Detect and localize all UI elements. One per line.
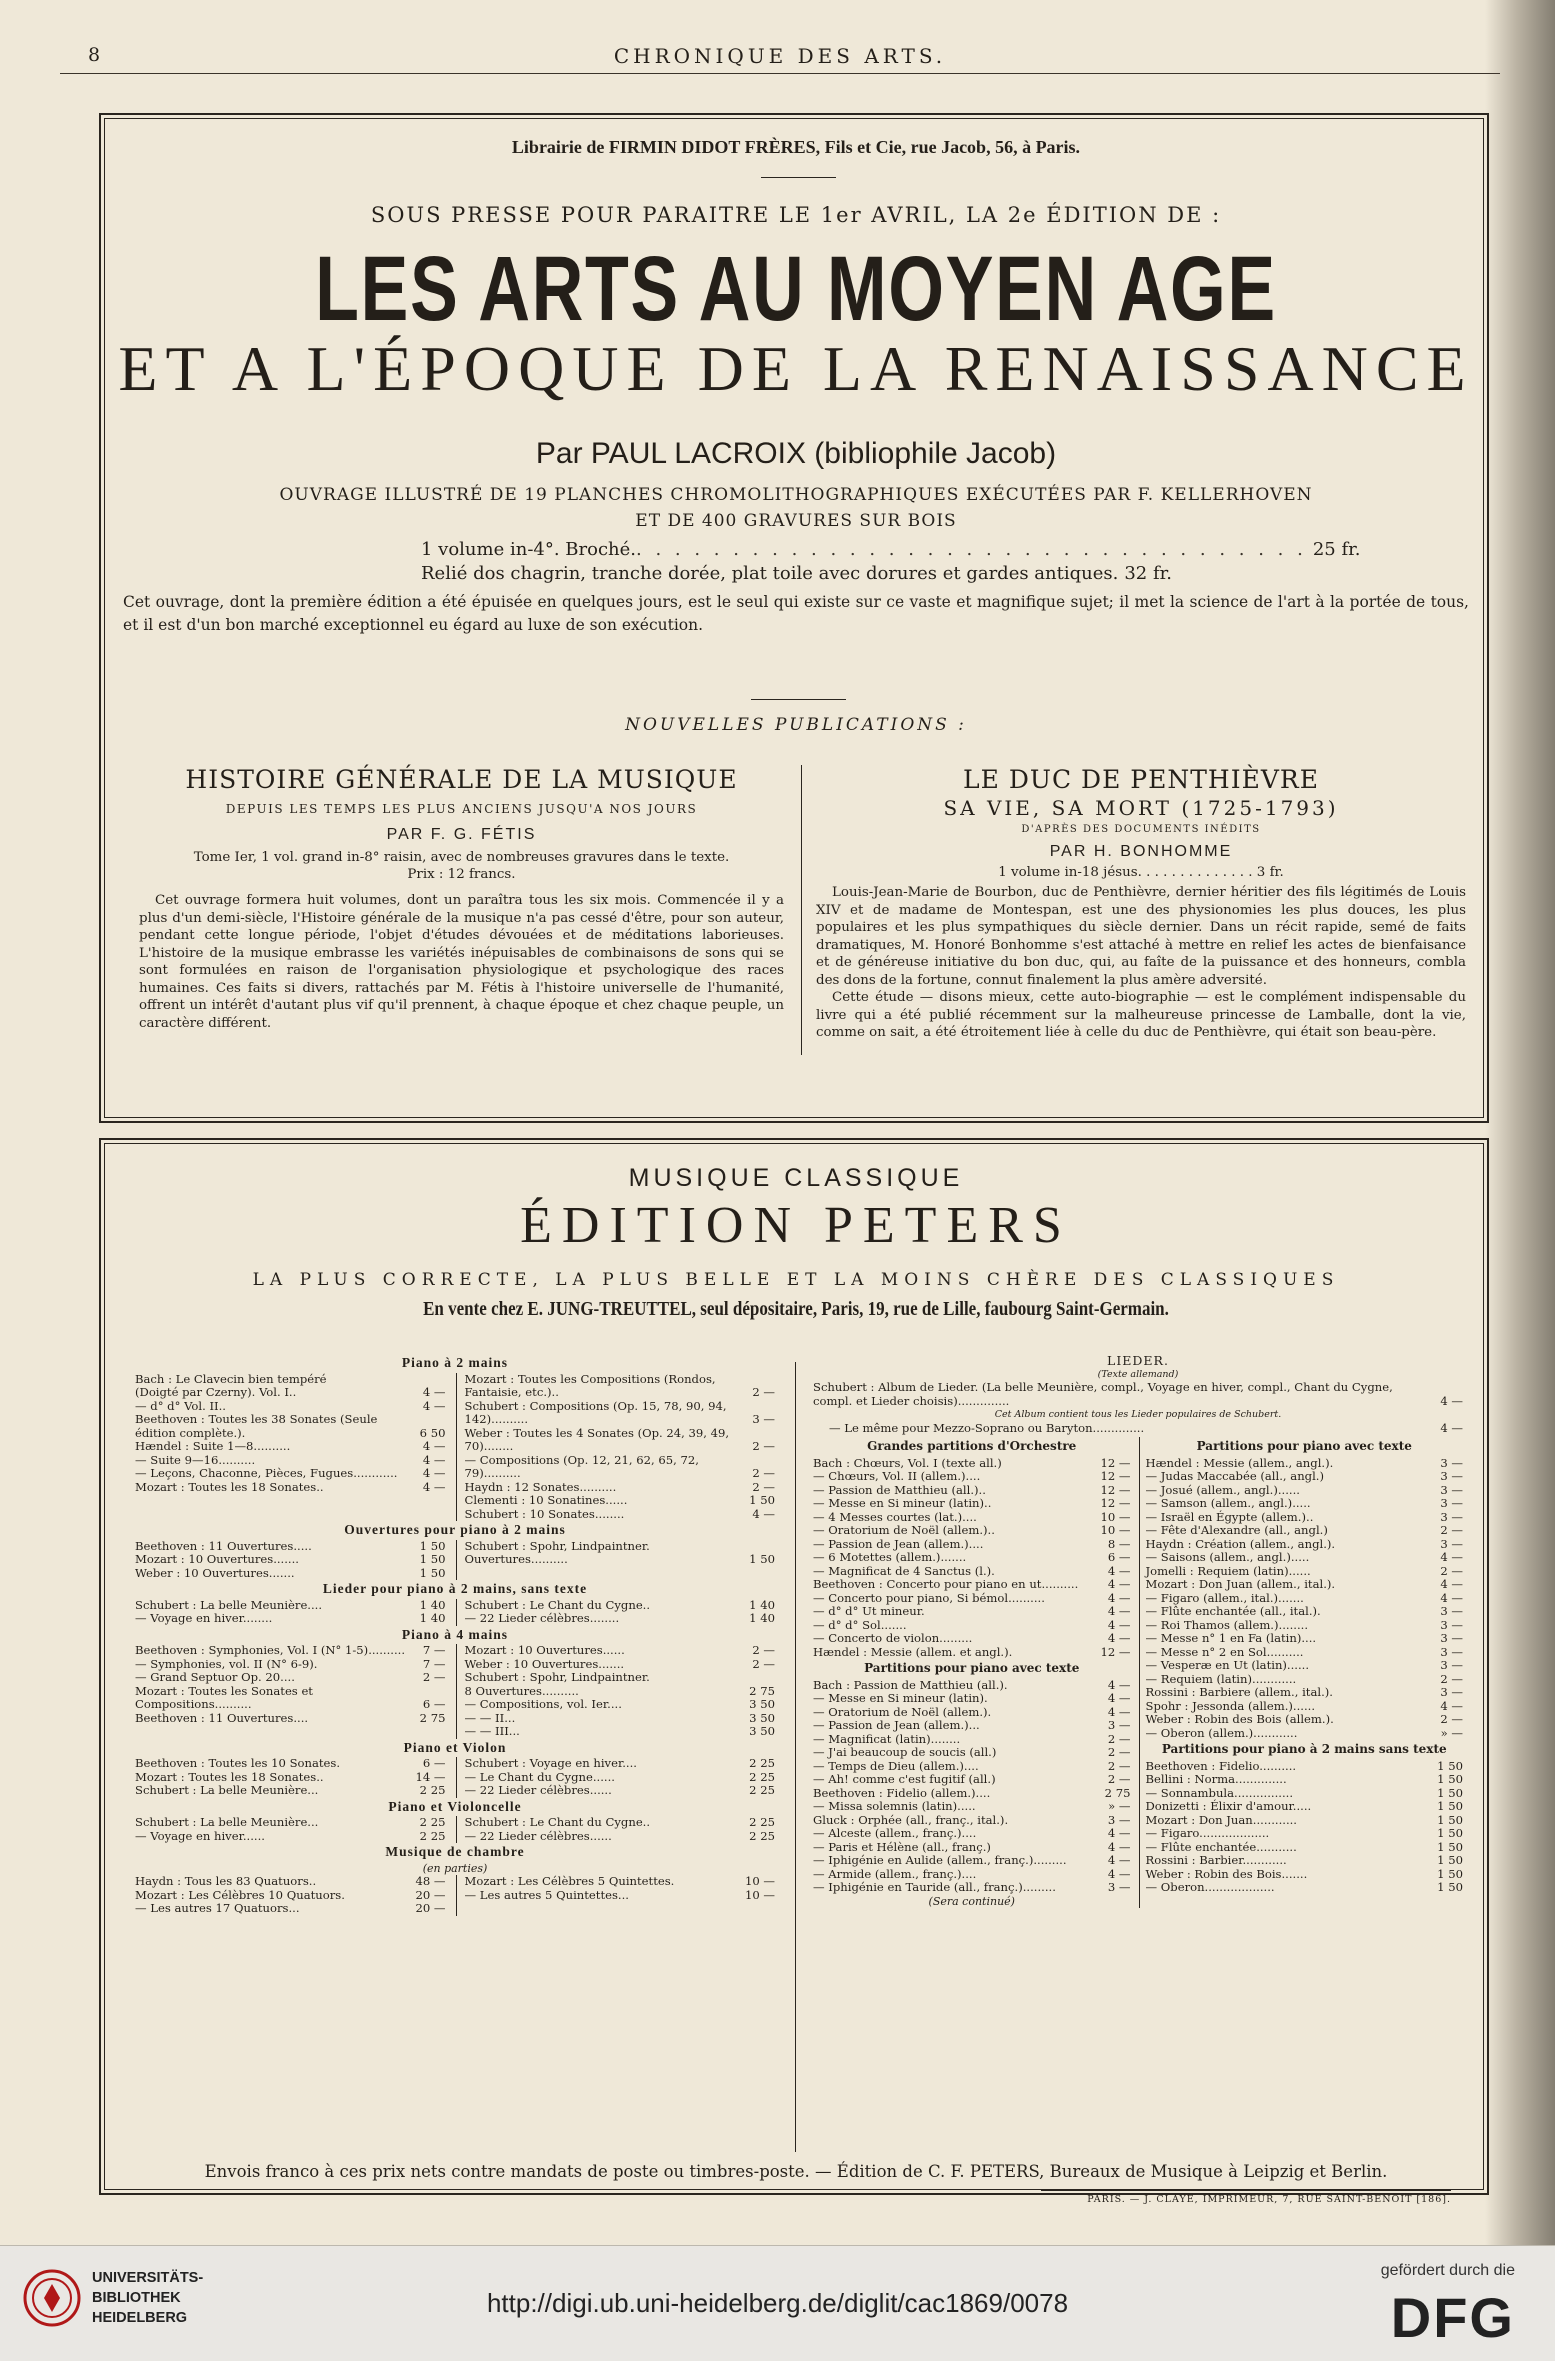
list-item: Weber : 10 Ouvertures....... 1 50	[135, 1565, 446, 1580]
list-item: — — II... 3 50	[464, 1710, 775, 1725]
list-item: — Messe n° 2 en Sol.......... 3 —	[1145, 1644, 1463, 1659]
continued-note: (Sera continué)	[928, 1894, 1015, 1908]
section-title: Piano et Violoncelle	[388, 1798, 522, 1814]
list-item: Schubert : Le Chant du Cygne.. 2 25	[464, 1815, 775, 1829]
envoi-line: Envois franco à ces prix nets contre mandats de poste ou timbres-poste. — Édition de C. F. PETERS, Bureaux de Musique à Leipzig et Berlin.	[204, 2162, 1388, 2181]
advertisement-lacroix	[99, 113, 1489, 1123]
list-item: Donizetti : Élixir d'amour..... 1 50	[1145, 1799, 1463, 1813]
list-item: — 22 Lieder célèbres...... 2 25	[464, 1828, 775, 1843]
section-column	[135, 1816, 446, 1843]
section-column	[135, 1757, 446, 1798]
section-title: Piano et Violon	[403, 1739, 507, 1755]
section-columns	[135, 1816, 775, 1843]
divider	[761, 177, 836, 178]
illustration-line-2: ET DE 400 GRAVURES SUR BOIS	[635, 511, 957, 531]
viewer-footer	[0, 2245, 1555, 2361]
section-title: Grandes partitions d'Orchestre	[867, 1439, 1077, 1453]
list-item: Mozart : Toutes les Compositions (Rondos, Fantaisie, etc.).. 2 —	[464, 1371, 775, 1399]
list-item: Beethoven : Toutes les 38 Sonates (Seule édition complète.). 6 50	[135, 1412, 446, 1440]
section-title: Piano à 2 mains	[401, 1355, 509, 1370]
column-divider	[801, 765, 802, 1055]
list-item: — Symphonies, vol. II (N° 6-9). 7 —	[135, 1656, 446, 1671]
list-item: — Oberon................... 1 50	[1145, 1880, 1463, 1894]
list-item: — 22 Lieder célèbres...... 2 25	[464, 1783, 775, 1797]
author-line: Par PAUL LACROIX (bibliophile Jacob)	[535, 437, 1057, 470]
list-item: — d° d° Vol. II.. 4 —	[135, 1398, 446, 1413]
list-item: — Magnificat de 4 Sanctus (l.). 4 —	[813, 1563, 1131, 1578]
price-value: 32 fr.	[1124, 563, 1172, 584]
list-item: — d° d° Ut mineur. 4 —	[813, 1604, 1131, 1618]
list-item: — Grand Septuor Op. 20.... 2 —	[135, 1670, 446, 1684]
section-column	[135, 1540, 446, 1581]
list-item: Beethoven : Fidelio.......... 1 50	[1145, 1758, 1463, 1773]
penthievre-body-2: Cette étude — disons mieux, cette auto-biographie — est le complément indispensable du livre qui a été publié récemment sur la malheureuse princesse de Lamballe, dont la vie, comme on sait, a été étroitement liée à celle du duc de Penthièvre, qui était son beau-père.	[816, 990, 1466, 1040]
list-item: — Oratorium de Noël (allem.).. 10 —	[813, 1523, 1131, 1537]
new-publications-heading: NOUVELLES PUBLICATIONS :	[625, 715, 967, 735]
list-item: — Sonnambula................ 1 50	[1145, 1785, 1463, 1800]
library-line-2: BIBLIOTHEK	[92, 2290, 181, 2306]
list-item: — J'ai beaucoup de soucis (all.) 2 —	[813, 1745, 1131, 1759]
price-line	[421, 563, 1171, 584]
list-item: Mozart : Toutes les 18 Sonates.. 14 —	[135, 1769, 446, 1784]
column-divider	[795, 1362, 796, 2152]
divider	[751, 699, 846, 700]
section-title: Ouvertures pour piano à 2 mains	[344, 1522, 566, 1537]
dfg-logo: DFG	[1390, 2286, 1515, 2349]
price-line	[421, 539, 1361, 560]
list-item: — Oratorium de Noël (allem.). 4 —	[813, 1704, 1131, 1719]
lieder-sub: (Texte allemand)	[1097, 1368, 1179, 1380]
list-item: — Passion de Jean (allem.)... 3 —	[813, 1718, 1131, 1732]
list-item: — Concerto pour piano, Si bémol.......... 4 —	[813, 1590, 1131, 1605]
list-item: Schubert : Compositions (Op. 15, 78, 90, 94, 142).......... 3 —	[464, 1398, 775, 1426]
list-item: Schubert : Spohr, Lindpaintner. Ouvertures.......... 1 50	[464, 1538, 775, 1566]
penthievre-subtitle: SA VIE, SA MORT (1725-1793)	[943, 796, 1339, 820]
list-item: Schubert : Voyage en hiver.... 2 25	[464, 1756, 775, 1770]
list-item: Mozart : 10 Ouvertures...... 2 —	[464, 1643, 775, 1657]
list-item: — Flûte enchantée (all., ital.). 3 —	[1145, 1604, 1463, 1618]
section-columns	[135, 1757, 775, 1798]
illustration-line-1: OUVRAGE ILLUSTRÉ DE 19 PLANCHES CHROMOLITHOGRAPHIQUES EXÉCUTÉES PAR F. KELLERHOVEN	[279, 485, 1313, 505]
list-item: — Compositions, vol. Ier.... 3 50	[464, 1697, 775, 1711]
list-item: Rossini : Barbiere (allem., ital.). 3 —	[1145, 1685, 1463, 1699]
list-item: — Messe n° 1 en Fa (latin).... 3 —	[1145, 1631, 1463, 1645]
list-item: Haydn : 12 Sonates.......... 2 —	[464, 1479, 775, 1494]
book-description: Cet ouvrage, dont la première édition a été épuisée en quelques jours, est le seul qui existe sur ce vaste et magnifique sujet; il met la science de l'art à la portée de tous, et il est d'un bon marché exceptionnel eu égard au luxe de son exécution.	[123, 593, 1469, 634]
peters-tagline: LA PLUS CORRECTE, LA PLUS BELLE ET LA MOINS CHÈRE DES CLASSIQUES	[252, 1270, 1340, 1290]
list-item: — Ah! comme c'est fugitif (all.) 2 —	[813, 1772, 1131, 1786]
fetis-price: Prix : 12 francs.	[407, 867, 516, 882]
section-column	[456, 1644, 776, 1739]
list-item: — Armide (allem., franç.).... 4 —	[813, 1866, 1131, 1881]
list-item: — Saisons (allem., angl.)..... 4 —	[1145, 1550, 1463, 1564]
list-item: Schubert : La belle Meunière... 2 25	[135, 1815, 446, 1829]
list-item: — Passion de Matthieu (all.).. 12 —	[813, 1482, 1131, 1497]
piano-column	[1139, 1437, 1464, 1908]
list-item: Bach : Chœurs, Vol. I (texte all.) 12 —	[813, 1455, 1131, 1470]
list-item: — Fête d'Alexandre (all., angl.) 2 —	[1145, 1523, 1463, 1537]
album-note: Cet Album contient tous les Lieder populaires de Schubert.	[994, 1409, 1282, 1420]
list-item: — Suite 9—16.......... 4 —	[135, 1452, 446, 1467]
list-item: — Iphigénie en Tauride (all., franç.)......... 3 —	[813, 1880, 1131, 1894]
section-column	[456, 1816, 776, 1843]
list-item: — Les autres 5 Quintettes... 10 —	[464, 1887, 775, 1902]
list-item: — Les autres 17 Quatuors... 20 —	[135, 1901, 446, 1915]
section-sub: (en parties)	[422, 1861, 488, 1875]
list-item: — Requiem (latin)............ 2 —	[1145, 1671, 1463, 1686]
list-item: Beethoven : Toutes les 10 Sonates. 6 —	[135, 1756, 446, 1770]
library-line-3: HEIDELBERG	[92, 2310, 188, 2326]
fetis-tome: Tome Ier, 1 vol. grand in-8° raisin, avec de nombreuses gravures dans le texte.	[193, 850, 730, 865]
list-item: Schubert : La belle Meunière.... 1 40	[135, 1597, 446, 1612]
list-item: Weber : Robin des Bois (allem.). 2 —	[1145, 1712, 1463, 1726]
section-title: Partitions pour piano à 2 mains sans texte	[1161, 1742, 1447, 1756]
list-item: — Figaro (allem., ital.)....... 4 —	[1145, 1590, 1463, 1605]
list-item: — d° d° Sol....... 4 —	[813, 1617, 1131, 1632]
list-item: Bellini : Norma.............. 1 50	[1145, 1772, 1463, 1786]
library-line-1: UNIVERSITÄTS-	[92, 2270, 204, 2286]
list-item: Bach : Passion de Matthieu (all.). 4 —	[813, 1677, 1131, 1692]
section-columns	[135, 1644, 775, 1739]
penthievre-body-1: Louis-Jean-Marie de Bourbon, duc de Penthièvre, dernier héritier des fils légitimés de Louis XIV et de madame de Montespan, est une des physionomies les plus douces, les plus populaires et les plus sympathiques du siècle dernier. Dans un récit rapide, semé de faits dramatiques, M. Honoré Bonhomme s'est attaché à mettre en relief les actes de bienfaisance et de généreuse initiative du bon duc, qui, au faîte de la puissance et des honneurs, combla des dons de la fortune, connut finalement la plus amère adversité.	[816, 885, 1466, 988]
list-item: — Josué (allem., angl.)...... 3 —	[1145, 1482, 1463, 1497]
list-item: — Alceste (allem., franç.).... 4 —	[813, 1826, 1131, 1840]
list-item: — Compositions (Op. 12, 21, 62, 65, 72, 79).......... 2 —	[464, 1452, 775, 1480]
section-title: Musique de chambre	[385, 1844, 525, 1859]
fetis-column	[139, 765, 784, 1032]
list-item: Beethoven : 11 Ouvertures..... 1 50	[135, 1538, 446, 1553]
list-item: Schubert : La belle Meunière... 2 25	[135, 1783, 446, 1797]
list-item: — Passion de Jean (allem.).... 8 —	[813, 1536, 1131, 1551]
orchestra-column	[813, 1437, 1131, 1908]
list-item: Weber : Toutes les 4 Sonates (Op. 24, 39, 49, 70)........ 2 —	[464, 1425, 775, 1453]
lieder-title: LIEDER.	[1107, 1353, 1169, 1368]
section-columns	[135, 1875, 775, 1916]
newspaper-page	[60, 0, 1505, 2245]
fetis-subtitle: DEPUIS LES TEMPS LES PLUS ANCIENS JUSQU'A NOS JOURS	[225, 802, 698, 816]
section-columns	[135, 1373, 775, 1522]
peters-title: ÉDITION PETERS	[520, 1197, 1072, 1254]
list-item: — Voyage en hiver...... 2 25	[135, 1828, 446, 1843]
fetis-body: Cet ouvrage formera huit volumes, dont un paraîtra tous les six mois. Commencée il y a plus d'un demi-siècle, l'Histoire générale de la musique n'a pas cessé d'être, pour son auteur, pendant cette longue période, l'objet d'études dévouées et de méditations laborieuses. L'histoire de la musique embrasse les variétés inépuisables de combinaisons de sons qui se sont formulées en raison de l'organisation physiologique et psychologique des races humaines. Ces faits si divers, rattachés par M. Fétis à l'histoire universelle de l'humanité, offrent un intérêt d'autant plus vif qu'il prennent, à chaque époque et chez chaque peuple, un caractère différent.	[139, 893, 784, 1031]
list-item: — Messe en Si mineur (latin). 4 —	[813, 1691, 1131, 1705]
list-item: Spohr : Jessonda (allem.)...... 4 —	[1145, 1698, 1463, 1713]
section-column	[135, 1644, 446, 1739]
list-item: Mozart : Don Juan (allem., ital.). 4 —	[1145, 1577, 1463, 1591]
section-columns	[135, 1540, 775, 1581]
fetis-title: HISTOIRE GÉNÉRALE DE LA MUSIQUE	[185, 765, 738, 794]
imprint: PARIS. — J. CLAYE, IMPRIMEUR, 7, RUE SAINT-BENOIT [186].	[1087, 2194, 1451, 2205]
list-item: — Oberon (allem.)............ » —	[1145, 1725, 1463, 1740]
permalink[interactable]: http://digi.ub.uni-heidelberg.de/diglit/cac1869/0078	[486, 2288, 1069, 2318]
section-title: Lieder pour piano à 2 mains, sans texte	[322, 1581, 588, 1596]
list-item: — Chœurs, Vol. II (allem.).... 12 —	[813, 1469, 1131, 1483]
list-item: Gluck : Orphée (all., franç., ital.). 3 —	[813, 1812, 1131, 1827]
list-item: Haydn : Création (allem., angl.). 3 —	[1145, 1536, 1463, 1551]
list-item: Mozart : Les Célèbres 5 Quintettes. 10 —	[464, 1874, 775, 1888]
list-item: — Roi Thamos (allem.)........ 3 —	[1145, 1617, 1463, 1632]
list-item: Haydn : Tous les 83 Quatuors.. 48 —	[135, 1874, 446, 1888]
list-item: Schubert : Album de Lieder. (La belle Meunière, compl., Voyage en hiver, compl., Chant du Cygne, compl. et Lieder choisis).............. 4 —	[813, 1380, 1463, 1408]
lieder-columns	[813, 1437, 1463, 1908]
list-item: Schubert : 10 Sonates........ 4 —	[464, 1506, 775, 1521]
penthievre-volume: 1 volume in-18 jésus. . . . . . . . . . . . . . 3 fr.	[998, 865, 1284, 880]
peters-vente: En vente chez E. JUNG-TREUTTEL, seul dépositaire, Paris, 19, rue de Lille, faubourg Saint-Germain.	[423, 1298, 1169, 1320]
price-value: 25 fr.	[1312, 539, 1361, 560]
penthievre-author: PAR H. BONHOMME	[1049, 843, 1233, 860]
list-item: 8 Ouvertures.......... 2 75	[464, 1683, 775, 1698]
list-item: — Judas Maccabée (all., angl.) 3 —	[1145, 1469, 1463, 1483]
list-item: — Le même pour Mezzo-Soprano ou Baryton.............. 4 —	[829, 1420, 1463, 1435]
fetis-author: PAR F. G. FÉTIS	[386, 826, 537, 843]
list-item: Schubert : Le Chant du Cygne.. 1 40	[464, 1597, 775, 1612]
list-item: — Missa solemnis (latin)..... » —	[813, 1799, 1131, 1813]
list-item: — Paris et Hélène (all., franç.) 4 —	[813, 1839, 1131, 1854]
list-item: Bach : Le Clavecin bien tempéré	[135, 1371, 327, 1386]
list-item: — — III... 3 50	[464, 1724, 775, 1738]
section-title: Partitions pour piano avec texte	[864, 1661, 1080, 1675]
price-label: Relié dos chagrin, tranche dorée, plat toile avec dorures et gardes antiques.	[421, 563, 1119, 584]
catalogue-right	[813, 1354, 1463, 1908]
section-title: Piano à 4 mains	[401, 1626, 509, 1642]
section-column	[456, 1540, 776, 1581]
list-item: Beethoven : Concerto pour piano en ut.......... 4 —	[813, 1577, 1131, 1591]
section-column	[135, 1599, 446, 1626]
section-columns	[135, 1599, 775, 1626]
section-title: Partitions pour piano avec texte	[1196, 1439, 1412, 1453]
list-item: — Samson (allem., angl.)..... 3 —	[1145, 1496, 1463, 1510]
list-item: Schubert : Spohr, Lindpaintner.	[464, 1670, 650, 1684]
list-item: Hændel : Suite 1—8.......... 4 —	[135, 1439, 446, 1453]
penthievre-title: LE DUC DE PENTHIÈVRE	[963, 765, 1319, 794]
peters-kicker: MUSIQUE CLASSIQUE	[628, 1164, 964, 1192]
penthievre-note: D'APRÈS DES DOCUMENTS INÉDITS	[1021, 824, 1261, 835]
announcement: SOUS PRESSE POUR PARAITRE LE 1er AVRIL, LA 2e ÉDITION DE :	[370, 203, 1222, 227]
list-item: Beethoven : Fidelio (allem.).... 2 75	[813, 1785, 1131, 1800]
list-item: — Le Chant du Cygne...... 2 25	[464, 1769, 775, 1784]
list-item: Mozart : Les Célèbres 10 Quatuors. 20 —	[135, 1887, 446, 1902]
list-item: Jomelli : Requiem (latin)...... 2 —	[1145, 1563, 1463, 1578]
list-item: — 22 Lieder célèbres........ 1 40	[464, 1611, 775, 1625]
list-item: — Iphigénie en Aulide (allem., franç.)......... 4 —	[813, 1853, 1131, 1867]
divider	[1041, 2190, 1451, 2191]
list-item: — 6 Motettes (allem.)....... 6 —	[813, 1550, 1131, 1564]
list-item: Mozart : Don Juan............ 1 50	[1145, 1812, 1463, 1827]
list-item: Mozart : Toutes les Sonates et Compositions.......... 6 —	[135, 1683, 446, 1711]
list-item: — Vesperæ en Ut (latin)...... 3 —	[1145, 1658, 1463, 1672]
list-item: — Voyage en hiver........ 1 40	[135, 1611, 446, 1625]
section-column	[456, 1373, 776, 1522]
list-item: — 4 Messes courtes (lat.).... 10 —	[813, 1509, 1131, 1524]
list-item: Beethoven : 11 Ouvertures.... 2 75	[135, 1710, 446, 1725]
list-item: — Leçons, Chaconne, Pièces, Fugues............ 4 —	[135, 1466, 446, 1480]
list-item: — Temps de Dieu (allem.).... 2 —	[813, 1758, 1131, 1773]
publisher-line: Librairie de FIRMIN DIDOT FRÈRES, Fils et Cie, rue Jacob, 56, à Paris.	[511, 137, 1081, 157]
list-item: Weber : 10 Ouvertures....... 2 —	[464, 1656, 775, 1671]
running-header	[60, 38, 1500, 74]
list-item: Hændel : Messie (allem., angl.). 3 —	[1145, 1455, 1463, 1470]
list-item: Mozart : Toutes les 18 Sonates.. 4 —	[135, 1479, 446, 1494]
funding-note: gefördert durch die	[1380, 2262, 1515, 2279]
section-column	[456, 1599, 776, 1626]
advertisement-peters	[99, 1138, 1489, 2205]
running-title: CHRONIQUE DES ARTS.	[613, 44, 947, 68]
penthievre-column	[816, 765, 1466, 1042]
section-column	[135, 1875, 446, 1916]
list-item: Mozart : 10 Ouvertures....... 1 50	[135, 1552, 446, 1566]
section-column	[456, 1757, 776, 1798]
list-item: Weber : Robin des Bois....... 1 50	[1145, 1866, 1463, 1881]
list-item: Rossini : Barbier............ 1 50	[1145, 1853, 1463, 1867]
list-item: — Israël en Égypte (allem.).. 3 —	[1145, 1509, 1463, 1524]
list-item: Hændel : Messie (allem. et angl.). 12 —	[813, 1644, 1131, 1659]
book-title-1: LES ARTS AU MOYEN AGE	[315, 238, 1277, 340]
list-item: — Concerto de violon......... 4 —	[813, 1631, 1131, 1645]
page-number: 8	[88, 44, 101, 66]
list-item: (Doigté par Czerny). Vol. I.. 4 —	[135, 1385, 446, 1399]
list-item: — Magnificat (latin)........ 2 —	[813, 1731, 1131, 1746]
section-column	[456, 1875, 776, 1916]
list-item: — Flûte enchantée........... 1 50	[1145, 1839, 1463, 1854]
catalogue-left	[135, 1354, 775, 1916]
list-item: Clementi : 10 Sonatines...... 1 50	[464, 1493, 775, 1507]
price-label: 1 volume in-4°. Broché.	[421, 539, 637, 560]
list-item: — Figaro................... 1 50	[1145, 1826, 1463, 1840]
list-item: Beethoven : Symphonies, Vol. I (N° 1-5).......... 7 —	[135, 1643, 446, 1657]
dot-leader: . . . . . . . . . . . . . . . . . . . . . . . . . . . . . . . . . . .	[636, 539, 1307, 560]
list-item: — Messe en Si mineur (latin).. 12 —	[813, 1496, 1131, 1510]
book-title-2: ET A L'ÉPOQUE DE LA RENAISSANCE	[118, 333, 1474, 404]
section-column	[135, 1373, 446, 1522]
